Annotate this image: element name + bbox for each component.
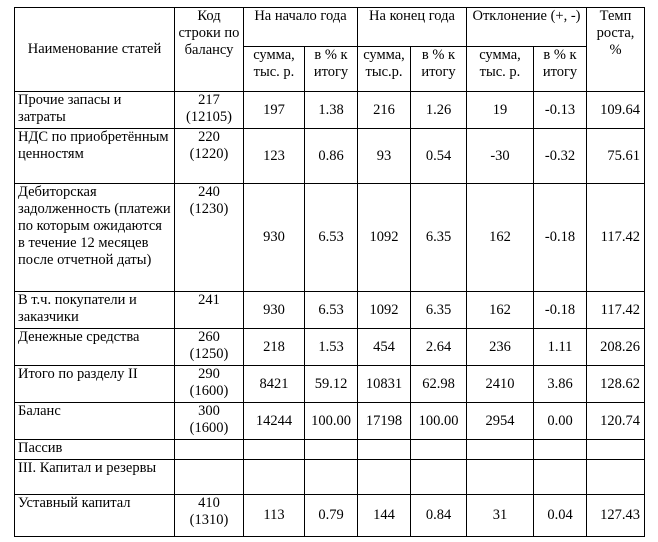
cell-code: 300 (1600) <box>175 403 244 440</box>
subheader-dev-sum: сумма, тыс. р. <box>467 47 534 92</box>
subheader-end-pct: в % к итогу <box>411 47 467 92</box>
cell-name: Денежные средства <box>15 329 175 366</box>
cell-dev-sum: 31 <box>467 495 534 537</box>
cell-name: Дебиторская задолженность (платежи по которым ожидаются в течение 12 месяцев после отчетной даты) <box>15 184 175 292</box>
table-row <box>15 329 645 366</box>
cell-end-pct: 6.35 <box>411 184 467 292</box>
cell-code: 220 (1220) <box>175 129 244 184</box>
cell-growth: 109.64 <box>587 92 645 129</box>
cell-start-pct: 0.86 <box>305 129 358 184</box>
cell-start-pct: 1.53 <box>305 329 358 366</box>
table-row <box>15 460 645 495</box>
cell-growth: 75.61 <box>587 129 645 184</box>
cell-start-pct: 0.79 <box>305 495 358 537</box>
cell-start-pct <box>305 460 358 495</box>
cell-code: 240 (1230) <box>175 184 244 292</box>
cell-code: 260 (1250) <box>175 329 244 366</box>
cell-end-pct <box>411 460 467 495</box>
cell-end-pct: 100.00 <box>411 403 467 440</box>
table-row <box>15 129 645 184</box>
cell-dev-pct: -0.18 <box>534 292 587 329</box>
cell-growth: 128.62 <box>587 366 645 403</box>
cell-start-sum <box>244 440 305 460</box>
subheader-start-pct: в % к итогу <box>305 47 358 92</box>
cell-end-sum: 17198 <box>358 403 411 440</box>
cell-name: НДС по приобретённым ценностям <box>15 129 175 184</box>
cell-name: В т.ч. покупатели и заказчики <box>15 292 175 329</box>
cell-end-sum: 10831 <box>358 366 411 403</box>
cell-growth: 120.74 <box>587 403 645 440</box>
cell-dev-pct: 0.04 <box>534 495 587 537</box>
subheader-dev-pct: в % к итогу <box>534 47 587 92</box>
cell-name: Уставный капитал <box>15 495 175 537</box>
cell-dev-sum <box>467 460 534 495</box>
cell-name: Итого по разделу II <box>15 366 175 403</box>
subheader-start-sum: сумма, тыс. р. <box>244 47 305 92</box>
cell-growth <box>587 440 645 460</box>
cell-start-sum: 218 <box>244 329 305 366</box>
cell-dev-sum: 2410 <box>467 366 534 403</box>
cell-dev-pct <box>534 440 587 460</box>
cell-name: Пассив <box>15 440 175 460</box>
table-row <box>15 92 645 129</box>
cell-code: 410 (1310) <box>175 495 244 537</box>
header-name: Наименование статей <box>15 8 175 92</box>
cell-growth: 208.26 <box>587 329 645 366</box>
cell-code <box>175 440 244 460</box>
header-code: Код строки по балансу <box>175 8 244 92</box>
cell-start-pct: 1.38 <box>305 92 358 129</box>
cell-end-sum <box>358 440 411 460</box>
cell-growth: 117.42 <box>587 184 645 292</box>
cell-dev-pct: 0.00 <box>534 403 587 440</box>
cell-dev-pct: -0.18 <box>534 184 587 292</box>
table-row <box>15 292 645 329</box>
cell-end-sum: 454 <box>358 329 411 366</box>
cell-dev-sum: 2954 <box>467 403 534 440</box>
cell-dev-sum: 236 <box>467 329 534 366</box>
cell-start-pct: 59.12 <box>305 366 358 403</box>
table-row <box>15 184 645 292</box>
cell-end-pct: 0.84 <box>411 495 467 537</box>
cell-start-sum: 930 <box>244 184 305 292</box>
subheader-end-sum: сумма, тыс.р. <box>358 47 411 92</box>
header-start-year: На начало года <box>244 8 358 47</box>
cell-start-pct: 100.00 <box>305 403 358 440</box>
cell-dev-pct: -0.32 <box>534 129 587 184</box>
cell-end-pct: 6.35 <box>411 292 467 329</box>
cell-start-sum <box>244 460 305 495</box>
cell-dev-sum <box>467 440 534 460</box>
cell-start-sum: 14244 <box>244 403 305 440</box>
cell-end-sum: 216 <box>358 92 411 129</box>
cell-growth <box>587 460 645 495</box>
cell-code: 217 (12105) <box>175 92 244 129</box>
cell-end-pct <box>411 440 467 460</box>
cell-dev-pct: 3.86 <box>534 366 587 403</box>
header-end-year: На конец года <box>358 8 467 47</box>
cell-end-sum <box>358 460 411 495</box>
balance-table <box>14 7 645 537</box>
cell-dev-sum: 19 <box>467 92 534 129</box>
cell-end-sum: 93 <box>358 129 411 184</box>
table-row <box>15 495 645 537</box>
cell-start-pct <box>305 440 358 460</box>
table-row <box>15 366 645 403</box>
cell-code: 241 <box>175 292 244 329</box>
cell-end-pct: 62.98 <box>411 366 467 403</box>
cell-end-pct: 1.26 <box>411 92 467 129</box>
cell-start-sum: 930 <box>244 292 305 329</box>
cell-start-sum: 113 <box>244 495 305 537</box>
table-row <box>15 440 645 460</box>
cell-dev-pct: 1.11 <box>534 329 587 366</box>
cell-dev-sum: -30 <box>467 129 534 184</box>
table-row <box>15 403 645 440</box>
cell-end-pct: 0.54 <box>411 129 467 184</box>
cell-name: Прочие запасы и затраты <box>15 92 175 129</box>
cell-code: 290 (1600) <box>175 366 244 403</box>
cell-start-sum: 8421 <box>244 366 305 403</box>
cell-end-sum: 1092 <box>358 292 411 329</box>
cell-end-sum: 144 <box>358 495 411 537</box>
cell-start-sum: 197 <box>244 92 305 129</box>
cell-name: Баланс <box>15 403 175 440</box>
cell-dev-pct <box>534 460 587 495</box>
cell-start-pct: 6.53 <box>305 292 358 329</box>
cell-start-sum: 123 <box>244 129 305 184</box>
cell-name: III. Капитал и резервы <box>15 460 175 495</box>
balance-table-container <box>14 7 645 537</box>
cell-end-pct: 2.64 <box>411 329 467 366</box>
cell-end-sum: 1092 <box>358 184 411 292</box>
cell-start-pct: 6.53 <box>305 184 358 292</box>
cell-code <box>175 460 244 495</box>
header-deviation: Отклонение (+, -) <box>467 8 587 47</box>
cell-dev-pct: -0.13 <box>534 92 587 129</box>
cell-dev-sum: 162 <box>467 184 534 292</box>
cell-dev-sum: 162 <box>467 292 534 329</box>
cell-growth: 127.43 <box>587 495 645 537</box>
cell-growth: 117.42 <box>587 292 645 329</box>
header-growth: Темп роста, % <box>587 8 645 92</box>
